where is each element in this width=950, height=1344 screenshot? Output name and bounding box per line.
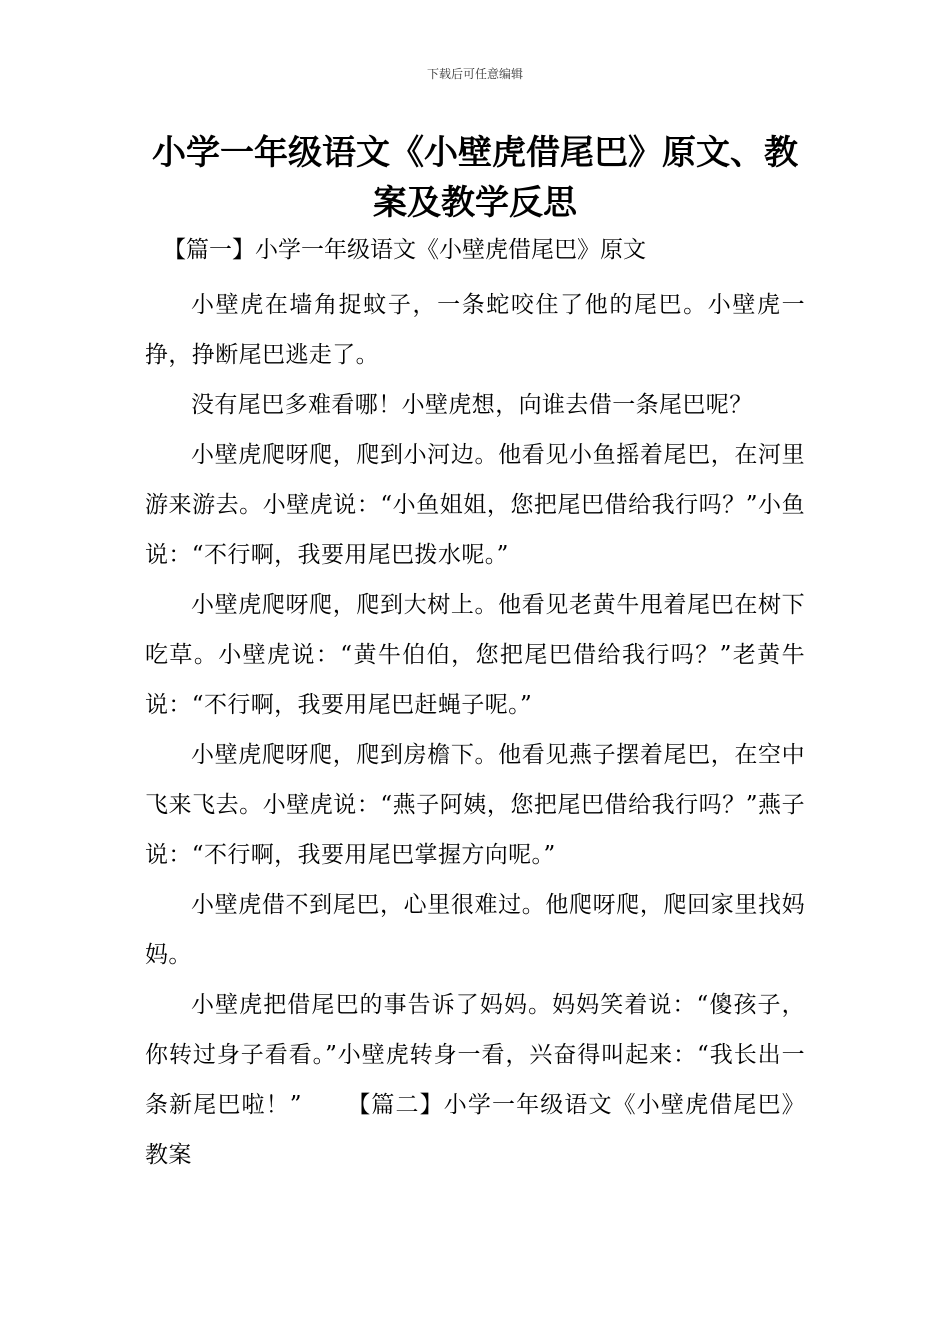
story-paragraph-text: 小壁虎把借尾巴的事告诉了妈妈。妈妈笑着说：“傻孩子，你转过身子看看。”小壁虎转身一看，兴奋得叫起来：“我长出一条新尾巴啦！” — [145, 992, 805, 1118]
story-text — [145, 280, 805, 1180]
document-title: 小学一年级语文《小壁虎借尾巴》原文、教案及教学反思 — [152, 133, 798, 223]
section-heading-1: 【篇一】小学一年级语文《小壁虎借尾巴》原文 — [163, 237, 646, 263]
story-paragraph: 小壁虎爬呀爬，爬到房檐下。他看见燕子摆着尾巴，在空中飞来飞去。小壁虎说：“燕子阿姨，您把尾巴借给我行吗？”燕子说：“不行啊，我要用尾巴掌握方向呢。” — [145, 742, 805, 868]
story-paragraph: 小壁虎借不到尾巴，心里很难过。他爬呀爬，爬回家里找妈妈。 — [145, 892, 805, 968]
story-paragraph-final — [145, 980, 805, 1180]
section-heading-2: 【篇二】小学一年级语文《小壁虎借尾巴》教案 — [145, 1092, 805, 1168]
story-paragraph: 小壁虎在墙角捉蚊子，一条蛇咬住了他的尾巴。小壁虎一挣，挣断尾巴逃走了。 — [145, 292, 805, 368]
story-paragraph: 没有尾巴多难看哪！小壁虎想，向谁去借一条尾巴呢？ — [191, 392, 753, 418]
story-paragraph: 小壁虎爬呀爬，爬到小河边。他看见小鱼摇着尾巴，在河里游来游去。小壁虎说：“小鱼姐姐，您把尾巴借给我行吗？”小鱼说：“不行啊，我要用尾巴拨水呢。” — [145, 442, 805, 568]
story-paragraph: 小壁虎爬呀爬，爬到大树上。他看见老黄牛甩着尾巴在树下吃草。小壁虎说：“黄牛伯伯，您把尾巴借给我行吗？”老黄牛说：“不行啊，我要用尾巴赶蝇子呢。” — [145, 592, 805, 718]
page-header-note: 下载后可任意编辑 — [426, 67, 523, 81]
